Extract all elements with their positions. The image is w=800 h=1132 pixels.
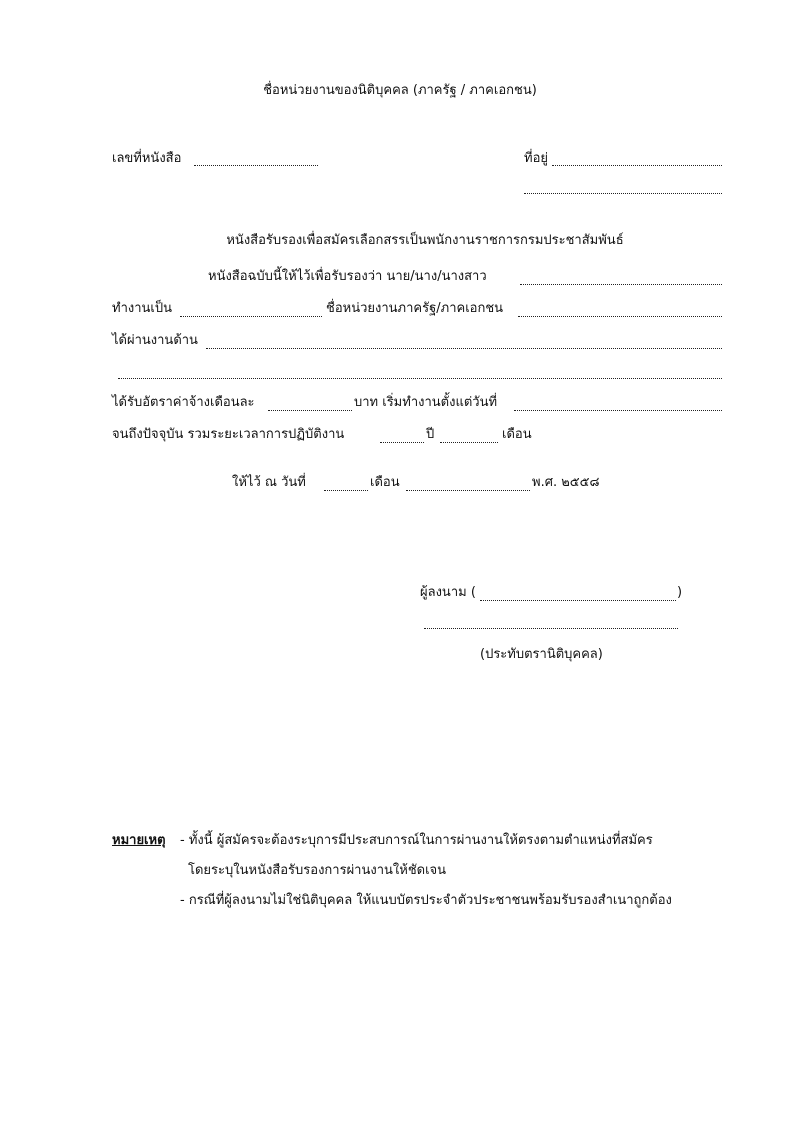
note-item-2: - กรณีที่ผู้ลงนามไม่ใช่นิติบุคคล ให้แนบบัตรประจำตัวประชาชนพร้อมรับรองสำเนาถูกต้อง <box>180 893 672 908</box>
org-name-label: ชื่อหน่วยงานภาครัฐ/ภาคเอกชน <box>326 301 504 316</box>
stamp-label: (ประทับตรานิติบุคคล) <box>480 647 603 662</box>
experience-blank-2[interactable] <box>118 378 722 379</box>
applicant-name-blank[interactable] <box>520 284 722 285</box>
months-blank[interactable] <box>440 442 498 443</box>
start-date-label: บาท เริ่มทำงานตั้งแต่วันที่ <box>354 395 498 410</box>
duration-label: จนถึงปัจจุบัน รวมระยะเวลาการปฏิบัติงาน <box>112 427 345 442</box>
years-blank[interactable] <box>380 442 424 443</box>
certify-text: หนังสือฉบับนี้ให้ไว้เพื่อรับรองว่า นาย/นาง/นางสาว <box>208 269 487 284</box>
address-blank-2[interactable] <box>524 193 722 194</box>
given-at-label: ให้ไว้ ณ วันที่ <box>232 475 306 490</box>
given-month-blank[interactable] <box>406 490 530 491</box>
doc-number-blank[interactable] <box>194 165 318 166</box>
experience-blank-1[interactable] <box>206 348 722 349</box>
document-title: หนังสือรับรองเพื่อสมัครเลือกสรรเป็นพนักงานราชการกรมประชาสัมพันธ์ <box>226 233 624 248</box>
signature-blank[interactable] <box>424 628 678 629</box>
note-label: หมายเหตุ <box>112 833 166 848</box>
org-name-blank[interactable] <box>518 316 722 317</box>
start-date-blank[interactable] <box>514 410 722 411</box>
org-header: ชื่อหน่วยงานของนิติบุคคล (ภาครัฐ / ภาคเอกชน) <box>263 83 537 98</box>
signer-name-blank[interactable] <box>480 600 676 601</box>
salary-label: ได้รับอัตราค่าจ้างเดือนละ <box>112 395 255 410</box>
position-blank[interactable] <box>180 316 322 317</box>
given-month-label: เดือน <box>370 475 400 490</box>
given-year: พ.ศ. ๒๕๕๘ <box>532 475 600 490</box>
address-blank-1[interactable] <box>552 165 722 166</box>
address-label: ที่อยู่ <box>524 151 548 166</box>
experience-label: ได้ผ่านงานด้าน <box>112 333 198 348</box>
salary-blank[interactable] <box>268 410 352 411</box>
note-item-1-cont: โดยระบุในหนังสือรับรองการผ่านงานให้ชัดเจน <box>188 863 447 878</box>
signer-label: ผู้ลงนาม ( <box>420 585 476 600</box>
doc-number-label: เลขที่หนังสือ <box>112 151 182 166</box>
given-day-blank[interactable] <box>324 490 368 491</box>
work-as-label: ทำงานเป็น <box>112 301 172 316</box>
signer-close-paren: ) <box>677 585 683 600</box>
note-item-1: - ทั้งนี้ ผู้สมัครจะต้องระบุการมีประสบการณ์ในการผ่านงานให้ตรงตามตำแหน่งที่สมัคร <box>180 833 653 848</box>
year-label: ปี <box>426 427 435 442</box>
month-label: เดือน <box>502 427 532 442</box>
